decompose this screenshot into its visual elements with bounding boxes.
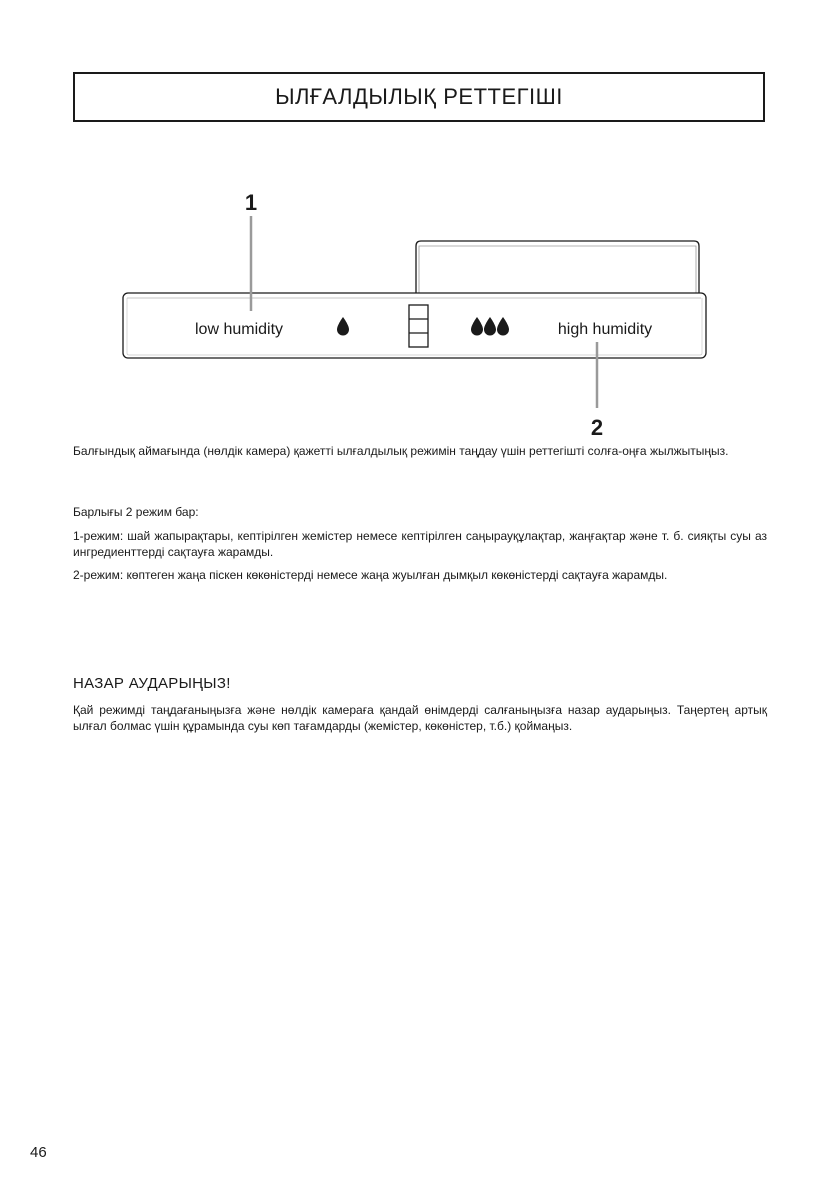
page-title: ЫЛҒАЛДЫЛЫҚ РЕТТЕГІШІ xyxy=(73,72,765,122)
mode-2-paragraph: 2-режим: көптеген жаңа піскен көкөністерді немесе жаңа жуылған дымқыл көкөністерді сақтауға жарамды. xyxy=(73,568,668,582)
slider-handle-icon[interactable] xyxy=(409,305,428,347)
upper-panel-inner xyxy=(419,246,696,297)
callout-number-1: 1 xyxy=(244,190,258,215)
humidity-regulator-diagram xyxy=(0,180,839,440)
page-number: 46 xyxy=(30,1144,47,1161)
callout-number-2: 2 xyxy=(590,415,604,440)
intro-paragraph: Балғындық аймағында (нөлдік камера) қажетті ылғалдылық режимін таңдау үшін реттегішті солға-оңға жылжытыңыз. xyxy=(73,444,729,458)
warning-paragraph: Қай режимді таңдағаныңызға және нөлдік камераға қандай өнімдерді салғаныңызға назар аударыңыз. Таңертең артық ылғал болмас үшін құрамында суы көп тағамдарды (жемістер, көкөністер, т.б.) қоймаңыз. xyxy=(73,703,767,733)
modes-count-paragraph: Барлығы 2 режим бар: xyxy=(73,505,199,519)
upper-panel xyxy=(416,241,699,300)
triple-droplet-icon xyxy=(471,317,509,336)
low-humidity-label: low humidity xyxy=(194,321,284,338)
warning-heading: НАЗАР АУДАРЫҢЫЗ! xyxy=(73,675,231,692)
mode-1-paragraph: 1-режим: шай жапырақтары, кептірілген жемістер немесе кептірілген саңырауқұлақтар, жаңғақтар және т. б. сияқты суы аз ингредиенттерді сақтауға жарамды. xyxy=(73,529,767,559)
high-humidity-label: high humidity xyxy=(557,321,653,338)
